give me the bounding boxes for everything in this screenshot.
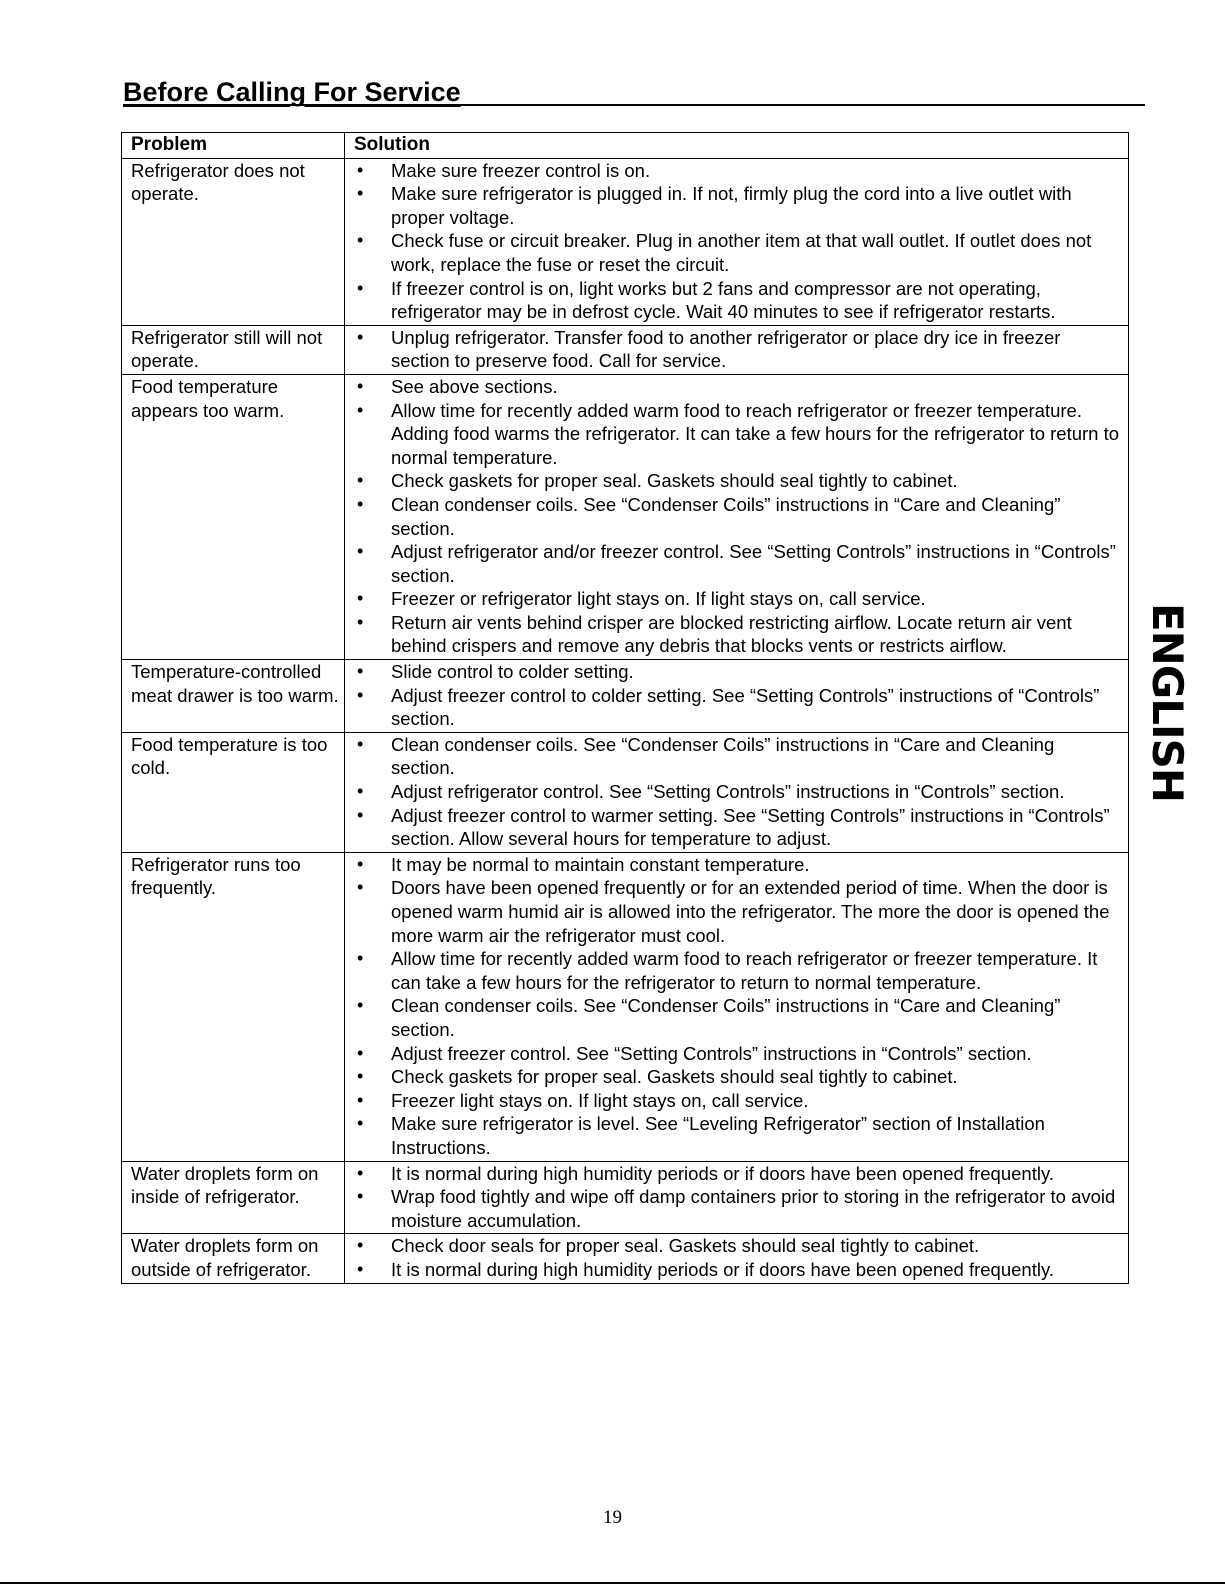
solution-item: • Wrap food tightly and wipe off damp containers prior to storing in the refrigerator to avoid moisture accumulation. (354, 1185, 1123, 1232)
bottom-rule (0, 1582, 1225, 1584)
solution-item: • It may be normal to maintain constant temperature. (354, 853, 1123, 877)
problem-cell: Temperature-controlled meat drawer is too warm. (122, 660, 345, 733)
solution-item: • Check gaskets for proper seal. Gaskets should seal tightly to cabinet. (354, 469, 1123, 493)
solution-item: • It is normal during high humidity periods or if doors have been opened frequently. (354, 1162, 1123, 1186)
solution-item: • Check door seals for proper seal. Gaskets should seal tightly to cabinet. (354, 1234, 1123, 1258)
solution-cell (345, 1234, 1129, 1283)
solution-item: • Check fuse or circuit breaker. Plug in another item at that wall outlet. If outlet does not work, replace the fuse or reset the circuit. (354, 229, 1123, 276)
solution-list (354, 660, 1123, 731)
title-rule (123, 104, 1145, 106)
language-tab (1143, 602, 1193, 802)
solution-list (354, 326, 1123, 373)
problem-cell: Refrigerator still will not operate. (122, 325, 345, 374)
page-title: Before Calling For Service (123, 77, 461, 107)
solution-item: • Freezer light stays on. If light stays on, call service. (354, 1089, 1123, 1113)
solution-item: • It is normal during high humidity periods or if doors have been opened frequently. (354, 1258, 1123, 1282)
table-row (122, 1234, 1129, 1283)
solution-list (354, 853, 1123, 1160)
solution-cell (345, 1161, 1129, 1234)
solution-item: • Doors have been opened frequently or for an extended period of time. When the door is opened warm humid air is allowed into the refrigerator. The more the door is opened the more warm air the refrigerator must cool. (354, 876, 1123, 947)
page-number: 19 (603, 1507, 622, 1528)
solution-item: • If freezer control is on, light works but 2 fans and compressor are not operating, refrigerator may be in defrost cycle. Wait 40 minutes to see if refrigerator restarts. (354, 277, 1123, 324)
table-row (122, 1161, 1129, 1234)
solution-item: • Freezer or refrigerator light stays on. If light stays on, call service. (354, 587, 1123, 611)
solution-item: • Adjust freezer control. See “Setting Controls” instructions in “Controls” section. (354, 1042, 1123, 1066)
table-header-row (122, 133, 1129, 159)
solution-item: • See above sections. (354, 375, 1123, 399)
problem-header: Problem (122, 133, 345, 159)
table-row (122, 660, 1129, 733)
solution-item: • Clean condenser coils. See “Condenser Coils” instructions in “Care and Cleaning” section. (354, 994, 1123, 1041)
problem-cell: Water droplets form on inside of refrigerator. (122, 1161, 345, 1234)
solution-cell (345, 660, 1129, 733)
solution-cell (345, 158, 1129, 325)
solution-item: • Make sure freezer control is on. (354, 159, 1123, 183)
solution-item: • Adjust refrigerator control. See “Setting Controls” instructions in “Controls” section. (354, 780, 1123, 804)
solution-cell (345, 374, 1129, 659)
problem-cell: Water droplets form on outside of refrigerator. (122, 1234, 345, 1283)
solution-header: Solution (345, 133, 1129, 159)
solution-item: • Adjust refrigerator and/or freezer control. See “Setting Controls” instructions in “Controls” section. (354, 540, 1123, 587)
solution-list (354, 733, 1123, 851)
troubleshooting-table (121, 132, 1129, 1284)
problem-cell: Refrigerator runs too frequently. (122, 852, 345, 1161)
table-row (122, 325, 1129, 374)
solution-item: • Adjust freezer control to colder setting. See “Setting Controls” instructions of “Controls” section. (354, 684, 1123, 731)
solution-item: • Slide control to colder setting. (354, 660, 1123, 684)
table-row (122, 374, 1129, 659)
solution-list (354, 1234, 1123, 1281)
solution-list (354, 375, 1123, 658)
solution-item: • Check gaskets for proper seal. Gaskets should seal tightly to cabinet. (354, 1065, 1123, 1089)
problem-cell: Refrigerator does not operate. (122, 158, 345, 325)
table-row (122, 158, 1129, 325)
table-row (122, 852, 1129, 1161)
solution-cell (345, 852, 1129, 1161)
table-body (122, 158, 1129, 1283)
language-tab-label: ENGLISH (1143, 602, 1193, 802)
solution-item: • Unplug refrigerator. Transfer food to another refrigerator or place dry ice in freezer section to preserve food. Call for service. (354, 326, 1123, 373)
problem-cell: Food temperature appears too warm. (122, 374, 345, 659)
solution-list (354, 159, 1123, 324)
solution-cell (345, 325, 1129, 374)
solution-cell (345, 732, 1129, 852)
solution-list (354, 1162, 1123, 1233)
solution-item: • Adjust freezer control to warmer setting. See “Setting Controls” instructions in “Controls” section. Allow several hours for temperature to adjust. (354, 804, 1123, 851)
solution-item: • Return air vents behind crisper are blocked restricting airflow. Locate return air vent behind crispers and remove any debris that blocks vents or restricts airflow. (354, 611, 1123, 658)
solution-item: • Make sure refrigerator is level. See “Leveling Refrigerator” section of Installation Instructions. (354, 1112, 1123, 1159)
solution-item: • Clean condenser coils. See “Condenser Coils” instructions in “Care and Cleaning section. (354, 733, 1123, 780)
solution-item: • Make sure refrigerator is plugged in. If not, firmly plug the cord into a live outlet with proper voltage. (354, 182, 1123, 229)
solution-item: • Allow time for recently added warm food to reach refrigerator or freezer temperature. It can take a few hours for the refrigerator to return to normal temperature. (354, 947, 1123, 994)
solution-item: • Clean condenser coils. See “Condenser Coils” instructions in “Care and Cleaning” section. (354, 493, 1123, 540)
solution-item: • Allow time for recently added warm food to reach refrigerator or freezer temperature. Adding food warms the refrigerator. It can take a few hours for the refrigerator to return to normal temperature. (354, 399, 1123, 470)
problem-cell: Food temperature is too cold. (122, 732, 345, 852)
table-row (122, 732, 1129, 852)
